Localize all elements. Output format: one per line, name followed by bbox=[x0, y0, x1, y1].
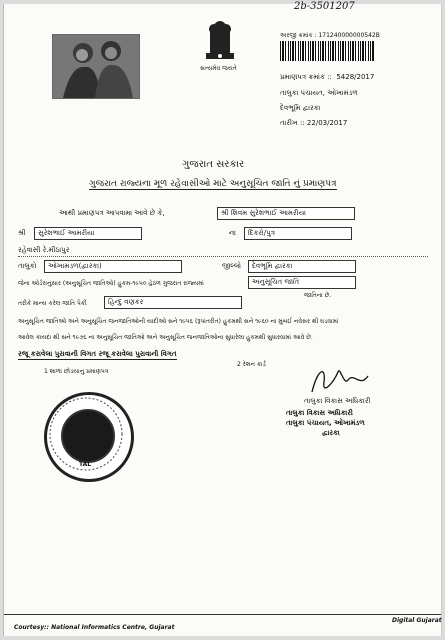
district-label: જીલ્લો bbox=[222, 262, 241, 270]
national-emblem-icon bbox=[198, 21, 242, 69]
barcode bbox=[280, 41, 374, 61]
handwritten-reference: 2b-3501207 bbox=[294, 1, 355, 12]
applicant-photo bbox=[52, 34, 140, 99]
signatory-title: તાલુકા વિકાસ અધિકારી bbox=[304, 397, 371, 405]
taluka-label: તાલુકો bbox=[18, 262, 37, 270]
signatory-stamp-3: દ્વારકા bbox=[322, 429, 340, 437]
father-name: સુરેશભાઈ આમરીયા bbox=[34, 227, 142, 240]
signatory-stamp-1: તાલુકા વિકાસ અધિકારી bbox=[286, 409, 353, 417]
footer-brand: Digital Gujarat bbox=[392, 617, 442, 624]
shri-label: શ્રી bbox=[18, 229, 26, 237]
caste-value: હિન્દુ વણકર bbox=[104, 296, 242, 309]
document-1: 1 શાળા છોડયાનુ પ્રમાણપત્ર bbox=[44, 368, 109, 375]
office-seal-icon: TAL bbox=[44, 392, 134, 482]
signatory-stamp-2: તાલુકા પંચાયત, ઓખામંડળ bbox=[286, 419, 365, 427]
certificate-number: પ્રમાણપત્ર ક્રમાંક :: 5428/2017 bbox=[280, 73, 375, 81]
proof-heading: રજૂ કરાવેલા પુરાવાની વિગત રજૂ કરાવેલા પુરાવાની વિગત bbox=[18, 350, 177, 358]
intro-text: આથી પ્રમાણપત્ર આપવામા આવે છે કે, bbox=[59, 209, 165, 217]
resident-label: રહેવાસી રે.મીઠાપુર bbox=[18, 246, 70, 254]
signature-icon bbox=[304, 362, 374, 402]
district-line: દેવભૂમિ દ્વારકા bbox=[280, 104, 321, 112]
certificate-page bbox=[3, 1, 442, 636]
emblem-caption: સત્યમેવ જયતે bbox=[200, 65, 237, 72]
taluka-value: ઓખામંડળ(દ્વારકા) bbox=[44, 260, 182, 273]
relation-value: દિકરો/પુત્ર bbox=[244, 227, 352, 240]
na-label: ના bbox=[229, 229, 236, 237]
paragraph-line-1: અનુસૂચિત જાતિઓ અને અનુસૂચિત જનજાતિઓની યાદીઓ સને ૧૯૫૬ (રૂપાંતરીત) હુકમથી સને ૧૯૬૦ ના મુંબઈ નવેસર થી ઘડવામાં bbox=[18, 318, 339, 325]
office-line: તાલુકા પંચાયત, ઓખામંડળ bbox=[280, 89, 358, 97]
certificate-heading: ગુજરાત રાજ્યના મૂળ રહેવાસીઓ માટે અનુસૂચિત જાતિ નું પ્રમાણપત્ર bbox=[89, 179, 337, 189]
sc-value: અનુસૂચિત જાતિ bbox=[248, 276, 356, 289]
application-number: અરજી ક્રમાંક : 171240000000542B bbox=[280, 32, 380, 39]
paragraph-line-2: આવેલ કાયદા થી સને ૧૯૭૬ ના અનુસૂચિત જાતિઓ અને અનુસૂચિત જનજાતિઓના સુધારેલા હુકમથી સુધારવામાં આવે છે. bbox=[18, 334, 313, 341]
document-2: 2 રેશન કાર્ડ bbox=[237, 361, 266, 368]
district-value: દેવભૂમિ દ્વારકા bbox=[248, 260, 356, 273]
jati-na: જાતિના છે. bbox=[304, 292, 332, 299]
footer-courtesy: Courtesy:: National Informatics Centre, Gujarat bbox=[14, 624, 175, 631]
order-line: જેના ઓર્ડરાનુસાર (અનુસૂચિત જાતિઓ) હુકમ-૧૯૫૦ હેઠળ ગુજરાત રાજ્યમાં bbox=[18, 280, 204, 287]
issue-date: તારીખ :: 22/03/2017 bbox=[280, 119, 348, 127]
caste-label: તરીકે માન્ય કરેલ જાતિ પૈકી bbox=[18, 300, 87, 307]
govt-title: ગુજરાત સરકાર bbox=[182, 159, 245, 170]
applicant-name: શ્રી શિવમ સુરેશભાઈ આમરીયા bbox=[217, 207, 355, 220]
